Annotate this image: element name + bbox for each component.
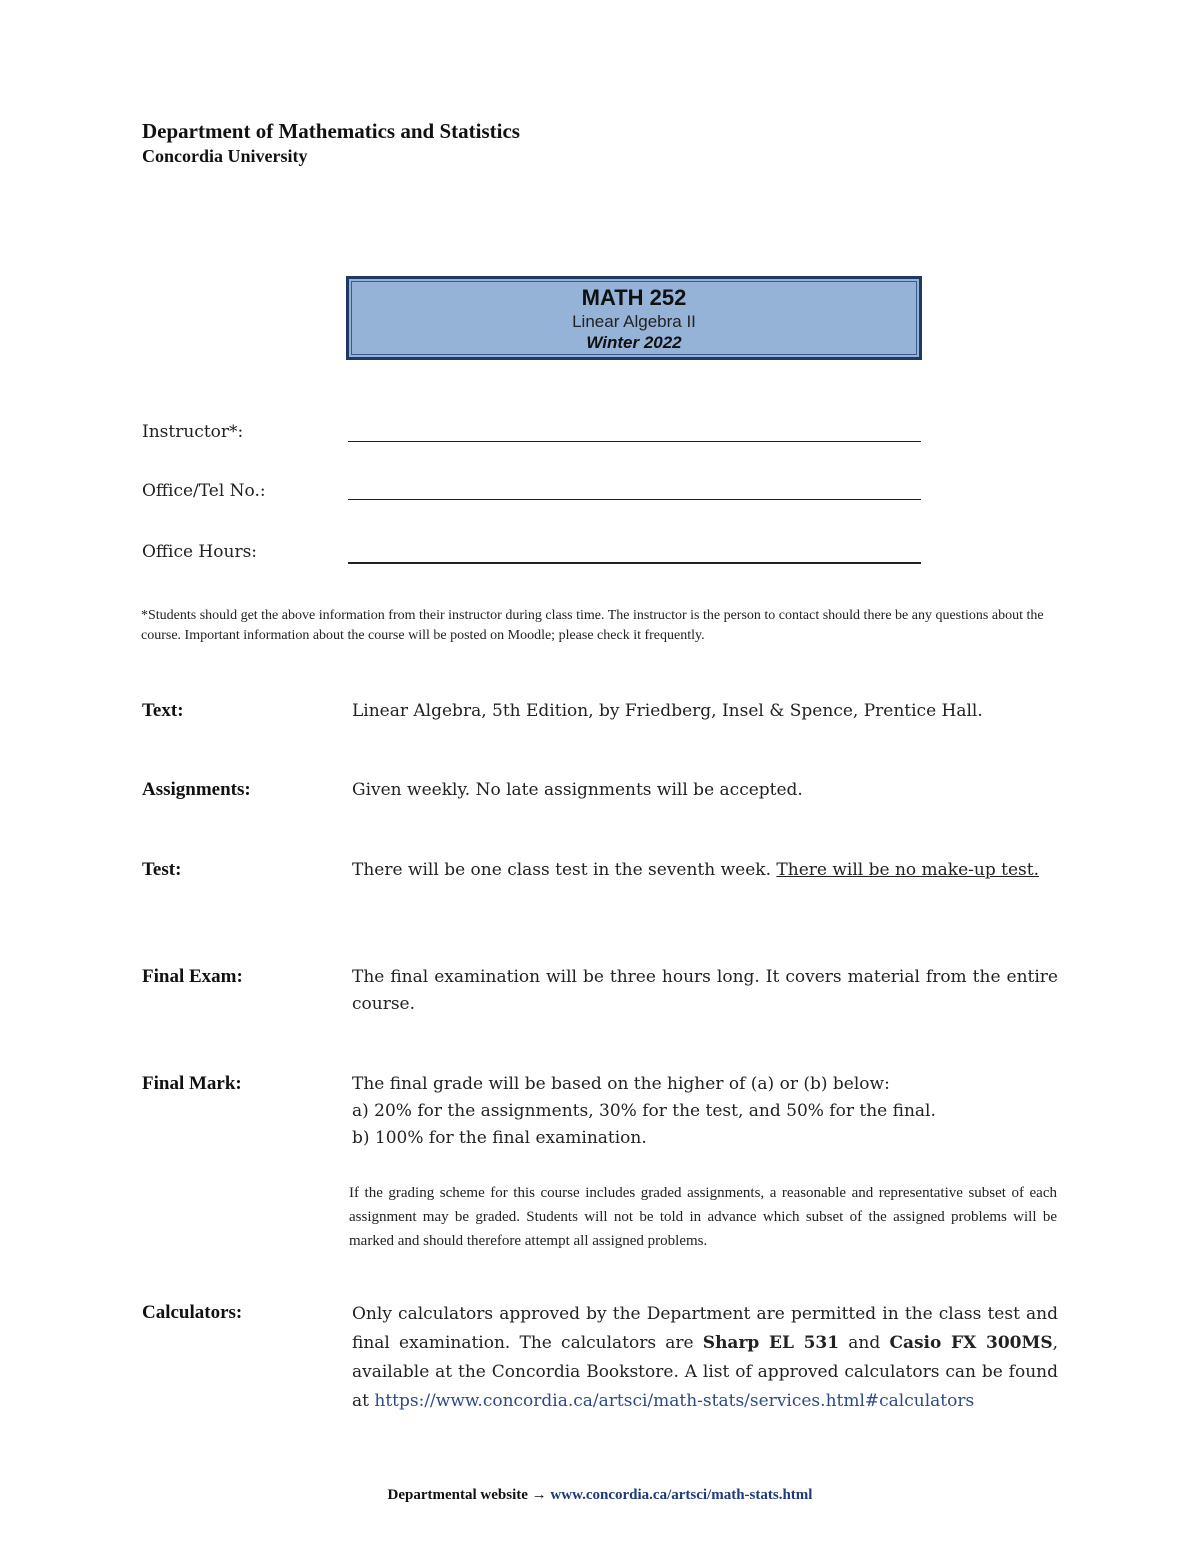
final-mark-label: Final Mark: bbox=[142, 1073, 242, 1094]
calculators-text: Only calculators approved by the Department are permitted in the class test and final examination. The calculators are bbox=[352, 1304, 1058, 1353]
calculator-model-sharp: Sharp EL 531 bbox=[702, 1333, 840, 1353]
instructor-line bbox=[348, 441, 921, 442]
final-mark-value bbox=[352, 1071, 1058, 1152]
course-code: MATH 252 bbox=[581, 285, 687, 310]
calculators-text-2: , available at the Concordia Bookstore. A list of approved calculators can be found at bbox=[352, 1333, 1058, 1411]
course-title-box bbox=[346, 276, 922, 360]
test-value bbox=[352, 857, 1058, 884]
university-name: Concordia University bbox=[142, 146, 308, 166]
final-exam-label: Final Exam: bbox=[142, 966, 243, 987]
final-mark-line1: The final grade will be based on the higher of (a) or (b) below: bbox=[352, 1074, 890, 1094]
text-value: Linear Algebra, 5th Edition, by Friedberg, Insel & Spence, Prentice Hall. bbox=[352, 701, 983, 721]
calculators-and: and bbox=[848, 1333, 881, 1353]
final-mark-line2: a) 20% for the assignments, 30% for the test, and 50% for the final. bbox=[352, 1101, 936, 1121]
final-exam-value: The final examination will be three hours long. It covers material from the entire course. bbox=[352, 967, 1058, 1014]
footer-label: Departmental website → bbox=[387, 1487, 547, 1503]
info-note: *Students should get the above information from their instructor during class time. The instructor is the person to contact should there be any questions about the course. Important information about the course will be posted on Moodle; please check it frequently. bbox=[141, 608, 1044, 643]
office-hours-line bbox=[348, 562, 921, 564]
calculator-model-casio: Casio FX 300MS bbox=[889, 1333, 1053, 1353]
office-tel-label: Office/Tel No.: bbox=[142, 481, 266, 501]
grading-note: If the grading scheme for this course includes graded assignments, a reasonable and representative subset of each assignment may be graded. Students will not be told in advance which subset of the assigned problems will be marked and should therefore attempt all assigned problems. bbox=[349, 1185, 1057, 1249]
office-tel-line bbox=[348, 499, 921, 500]
test-no-makeup: There will be no make-up test. bbox=[776, 860, 1039, 880]
course-name: Linear Algebra II bbox=[572, 312, 696, 331]
department-title: Department of Mathematics and Statistics bbox=[142, 119, 520, 143]
assignments-label: Assignments: bbox=[142, 779, 251, 800]
test-value-text: There will be one class test in the seventh week. bbox=[352, 860, 771, 880]
calculators-label: Calculators: bbox=[142, 1302, 243, 1323]
footer-url-link[interactable]: www.concordia.ca/artsci/math-stats.html bbox=[550, 1487, 813, 1503]
final-mark-line3: b) 100% for the final examination. bbox=[352, 1128, 647, 1148]
office-hours-label: Office Hours: bbox=[142, 542, 258, 562]
calculators-link[interactable]: https://www.concordia.ca/artsci/math-stats/services.html#calculators bbox=[374, 1391, 975, 1411]
course-term: Winter 2022 bbox=[586, 333, 682, 352]
test-label: Test: bbox=[142, 859, 182, 880]
assignments-value: Given weekly. No late assignments will be accepted. bbox=[352, 780, 803, 800]
calculators-value bbox=[352, 1300, 1058, 1416]
footer bbox=[0, 1487, 1200, 1504]
text-label: Text: bbox=[142, 700, 184, 721]
instructor-label: Instructor*: bbox=[142, 422, 244, 442]
